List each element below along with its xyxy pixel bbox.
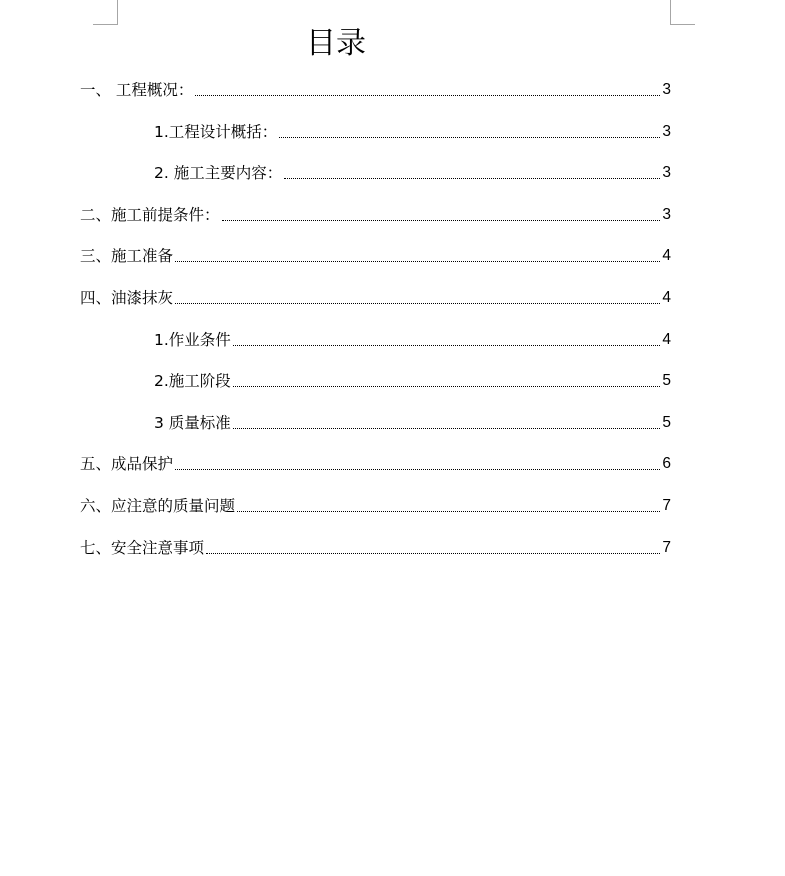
- toc-entry[interactable]: [80, 450, 671, 474]
- toc-entry-text: 六、应注意的质量问题: [80, 497, 236, 515]
- toc-dot-leader: [206, 553, 660, 554]
- toc-page-number: 4: [662, 247, 671, 264]
- toc-dot-leader: [279, 137, 660, 138]
- toc-dot-leader: [284, 178, 660, 179]
- toc-page-number: 7: [662, 497, 671, 514]
- toc-page-number: 6: [662, 455, 671, 472]
- toc-page-number: 3: [662, 164, 671, 181]
- toc-dot-leader: [175, 469, 660, 470]
- toc-page-number: 3: [662, 81, 671, 98]
- toc-dot-leader: [233, 345, 661, 346]
- toc-entry[interactable]: [80, 534, 671, 558]
- toc-entry[interactable]: [154, 367, 671, 391]
- toc-entry-text: 1.作业条件: [154, 331, 231, 349]
- toc-page-number: 3: [662, 123, 671, 140]
- toc-dot-leader: [175, 261, 660, 262]
- toc-entry-text: 一、 工程概况：: [80, 81, 194, 99]
- toc-dot-leader: [233, 386, 661, 387]
- toc-entry-text: 2. 施工主要内容：: [154, 164, 283, 182]
- toc-entry[interactable]: [80, 284, 671, 308]
- toc-dot-leader: [222, 220, 661, 221]
- toc-entry-text: 2.施工阶段: [154, 372, 231, 390]
- toc-entry[interactable]: [80, 76, 671, 100]
- toc-entry-text: 七、安全注意事项: [80, 539, 205, 557]
- toc-page-number: 5: [662, 372, 671, 389]
- toc-entry[interactable]: [80, 201, 671, 225]
- toc-entry[interactable]: [154, 118, 671, 142]
- toc-dot-leader: [175, 303, 660, 304]
- toc-dot-leader: [237, 511, 660, 512]
- toc-entry[interactable]: [154, 159, 671, 183]
- toc-page-number: 4: [662, 331, 671, 348]
- toc-entry-text: 3 质量标准: [154, 414, 231, 432]
- toc-entry[interactable]: [154, 326, 671, 350]
- toc-entry-text: 二、施工前提条件：: [80, 206, 220, 224]
- toc-dot-leader: [195, 95, 660, 96]
- toc-entry-text: 三、施工准备: [80, 247, 174, 265]
- toc-entry[interactable]: [80, 492, 671, 516]
- toc-page-number: 3: [662, 206, 671, 223]
- toc-page-number: 4: [662, 289, 671, 306]
- toc-entry[interactable]: [154, 409, 671, 433]
- toc-entry[interactable]: [80, 242, 671, 266]
- toc-entry-text: 四、油漆抹灰: [80, 289, 174, 307]
- toc-page-number: 5: [662, 414, 671, 431]
- toc-entry-text: 五、成品保护: [80, 455, 174, 473]
- toc-page-number: 7: [662, 539, 671, 556]
- toc-entry-text: 1.工程设计概括：: [154, 123, 278, 141]
- toc-title: 目录: [306, 26, 366, 61]
- toc-dot-leader: [233, 428, 661, 429]
